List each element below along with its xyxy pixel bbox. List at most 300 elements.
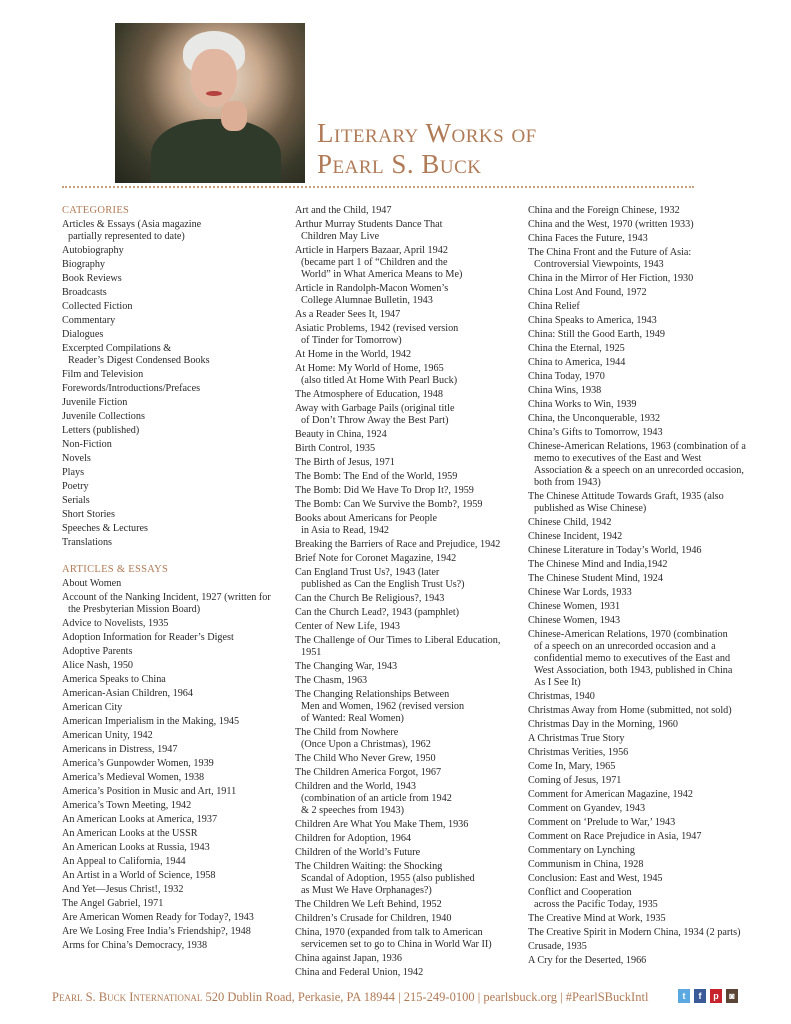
articles-heading: ARTICLES & ESSAYS (62, 564, 169, 575)
article-item (62, 618, 282, 630)
entry-title: The Child from Nowhere (295, 727, 399, 738)
entry-title: Beauty in China, 1924 (295, 429, 387, 440)
article-item (528, 315, 753, 327)
entry-title: The Bomb: The End of the World, 1959 (295, 471, 458, 482)
entry-title: Novels (62, 453, 91, 464)
entry-title: Can the Church Be Religious?, 1943 (295, 593, 445, 604)
article-item (62, 940, 282, 952)
entry-title: China Wins, 1938 (528, 385, 602, 396)
article-item (528, 761, 753, 773)
entry-title: The Atmosphere of Education, 1948 (295, 389, 443, 400)
article-item (528, 343, 753, 355)
entry-note: College Alumnae Bulletin, 1943 (301, 295, 433, 306)
category-item (62, 495, 282, 507)
article-item (528, 491, 753, 515)
article-item (62, 898, 282, 910)
category-item (62, 369, 282, 381)
entry-title: The Children We Left Behind, 1952 (295, 899, 442, 910)
twitter-icon[interactable]: t (678, 989, 690, 1003)
entry-title: Chinese Women, 1943 (528, 615, 621, 626)
entry-title: China Today, 1970 (528, 371, 605, 382)
article-item (295, 457, 520, 469)
article-item (528, 747, 753, 759)
article-item (295, 389, 520, 401)
entry-title: The Chinese Attitude Towards Graft, 1935 (also (528, 491, 724, 502)
entry-title: China against Japan, 1936 (295, 953, 402, 964)
entry-title: An American Looks at Russia, 1943 (62, 842, 210, 853)
article-item (528, 413, 753, 425)
entry-note: of Don’t Throw Away the Best Part) (301, 415, 449, 426)
article-item (295, 661, 520, 673)
article-item (528, 775, 753, 787)
article-item (295, 219, 520, 243)
article-item (295, 847, 520, 859)
entry-title: Letters (published) (62, 425, 140, 436)
entry-title: Conflict and Cooperation (528, 887, 632, 898)
entry-title: The Child Who Never Grew, 1950 (295, 753, 436, 764)
article-item (295, 675, 520, 687)
article-item (528, 531, 753, 543)
entry-note: Reader’s Digest Condensed Books (68, 355, 210, 366)
entry-note: servicemen set to go to China in World War II) (301, 939, 492, 950)
article-item (528, 247, 753, 271)
article-item (528, 273, 753, 285)
articles-list (62, 578, 282, 952)
entry-title: Commentary on Lynching (528, 845, 635, 856)
entry-title: Poetry (62, 481, 89, 492)
article-item (295, 899, 520, 911)
entry-note: 1951 (301, 647, 322, 658)
article-item (528, 399, 753, 411)
article-item (528, 587, 753, 599)
article-item (528, 573, 753, 585)
articles-list-2 (295, 205, 520, 979)
category-item (62, 467, 282, 479)
social-icons (678, 989, 738, 1003)
article-item (295, 753, 520, 765)
entry-title: The China Front and the Future of Asia: (528, 247, 692, 258)
entry-title: Book Reviews (62, 273, 122, 284)
category-item (62, 397, 282, 409)
entry-title: Chinese Women, 1931 (528, 601, 621, 612)
entry-title: Can England Trust Us?, 1943 (later (295, 567, 440, 578)
entry-note: Controversial Viewpoints, 1943 (534, 259, 664, 270)
entry-title: Birth Control, 1935 (295, 443, 376, 454)
entry-title: Chinese-American Relations, 1963 (combination of a (528, 441, 746, 452)
entry-title: Arthur Murray Students Dance That (295, 219, 443, 230)
article-item (62, 870, 282, 882)
entry-title: Dialogues (62, 329, 104, 340)
article-item (62, 912, 282, 924)
article-item (62, 688, 282, 700)
entry-title: Adoption Information for Reader’s Digest (62, 632, 234, 643)
entry-title: The Angel Gabriel, 1971 (62, 898, 164, 909)
entry-note: (Once Upon a Christmas), 1962 (301, 739, 431, 750)
article-item (528, 301, 753, 313)
article-item (528, 385, 753, 397)
category-item (62, 425, 282, 437)
article-item (528, 887, 753, 911)
entry-title: America’s Town Meeting, 1942 (62, 800, 192, 811)
entry-title: The Children Waiting: the Shocking (295, 861, 443, 872)
entry-title: America’s Gunpowder Women, 1939 (62, 758, 214, 769)
entry-note: across the Pacific Today, 1935 (534, 899, 658, 910)
entry-title: China the Eternal, 1925 (528, 343, 625, 354)
category-item (62, 537, 282, 549)
article-item (528, 859, 753, 871)
article-item (528, 705, 753, 717)
article-item (528, 873, 753, 885)
footer-contact[interactable]: 520 Dublin Road, Perkasie, PA 18944 | 215-249-0100 | pearlsbuck.org | #PearlSBuckIntl (202, 990, 649, 1004)
entry-title: Film and Television (62, 369, 144, 380)
category-item (62, 509, 282, 521)
entry-title: Forewords/Introductions/Prefaces (62, 383, 201, 394)
entry-title: The Chasm, 1963 (295, 675, 368, 686)
article-item (295, 621, 520, 633)
entry-title: Arms for China’s Democracy, 1938 (62, 940, 208, 951)
entry-title: Christmas Away from Home (submitted, not sold) (528, 705, 732, 716)
article-item (295, 767, 520, 779)
entry-title: Chinese-American Relations, 1970 (combination (528, 629, 728, 640)
entry-title: At Home in the World, 1942 (295, 349, 412, 360)
category-item (62, 287, 282, 299)
entry-note: & 2 speeches from 1943) (301, 805, 404, 816)
entry-title: Chinese Incident, 1942 (528, 531, 623, 542)
entry-title: American-Asian Children, 1964 (62, 688, 193, 699)
entry-title: China and Federal Union, 1942 (295, 967, 424, 978)
category-item (62, 259, 282, 271)
entry-title: China and the West, 1970 (written 1933) (528, 219, 694, 230)
article-item (62, 842, 282, 854)
category-item (62, 219, 282, 243)
article-item (295, 635, 520, 659)
entry-note: the Presbyterian Mission Board) (68, 604, 201, 615)
article-item (62, 660, 282, 672)
footer-org: Pearl S. Buck International (52, 990, 203, 1004)
entry-title: Article in Randolph-Macon Women’s (295, 283, 449, 294)
article-item (62, 592, 282, 616)
entry-title: An Appeal to California, 1944 (62, 856, 186, 867)
article-item (528, 219, 753, 231)
entry-title: The Challenge of Our Times to Liberal Education, (295, 635, 501, 646)
article-item (295, 967, 520, 979)
entry-title: The Birth of Jesus, 1971 (295, 457, 395, 468)
entry-title: Comment for American Magazine, 1942 (528, 789, 693, 800)
article-item (295, 499, 520, 511)
entry-title: Biography (62, 259, 106, 270)
entry-title: Autobiography (62, 245, 124, 256)
article-item (528, 615, 753, 627)
entry-title: An American Looks at America, 1937 (62, 814, 218, 825)
article-item (295, 607, 520, 619)
column-1 (62, 205, 282, 954)
article-item (62, 730, 282, 742)
entry-title: An American Looks at the USSR (62, 828, 198, 839)
title-line-1: Literary Works of (317, 118, 537, 148)
entry-title: Christmas Verities, 1956 (528, 747, 629, 758)
footer (52, 990, 682, 1005)
article-item (295, 689, 520, 725)
entry-title: China Faces the Future, 1943 (528, 233, 648, 244)
entry-title: Chinese Literature in Today’s World, 1946 (528, 545, 702, 556)
entry-title: Art and the Child, 1947 (295, 205, 392, 216)
entry-title: Serials (62, 495, 90, 506)
article-item (295, 471, 520, 483)
entry-note: as Must We Have Orphanages?) (301, 885, 432, 896)
article-item (62, 828, 282, 840)
article-item (62, 578, 282, 590)
entry-title: Can the Church Lead?, 1943 (pamphlet) (295, 607, 460, 618)
category-item (62, 523, 282, 535)
entry-note: of a speech on an unrecorded occasion and a (534, 641, 716, 652)
entry-title: American Imperialism in the Making, 1945 (62, 716, 240, 727)
entry-title: Christmas, 1940 (528, 691, 595, 702)
entry-note: published as Wise Chinese) (534, 503, 647, 514)
article-item (62, 674, 282, 686)
entry-title: At Home: My World of Home, 1965 (295, 363, 444, 374)
article-item (295, 485, 520, 497)
entry-title: Account of the Nanking Incident, 1927 (written for (62, 592, 271, 603)
entry-title: Are We Losing Free India’s Friendship?, 1948 (62, 926, 251, 937)
article-item (62, 786, 282, 798)
article-item (295, 283, 520, 307)
column-2 (295, 205, 520, 981)
entry-note: of Wanted: Real Women) (301, 713, 404, 724)
dotted-divider (62, 186, 694, 188)
article-item (528, 287, 753, 299)
entry-note: of Tinder for Tomorrow) (301, 335, 402, 346)
entry-title: China: Still the Good Earth, 1949 (528, 329, 665, 340)
article-item (528, 803, 753, 815)
article-item (295, 567, 520, 591)
entry-note: both from 1943) (534, 477, 601, 488)
categories-list (62, 219, 282, 549)
entry-title: Excerpted Compilations & (62, 343, 172, 354)
article-item (528, 233, 753, 245)
entry-title: America Speaks to China (62, 674, 166, 685)
article-item (528, 329, 753, 341)
entry-note: in Asia to Read, 1942 (301, 525, 390, 536)
entry-title: China Speaks to America, 1943 (528, 315, 657, 326)
entry-title: Speeches & Lectures (62, 523, 148, 534)
article-item (528, 691, 753, 703)
article-item (528, 427, 753, 439)
article-item (295, 553, 520, 565)
article-item (528, 955, 753, 967)
entry-title: Center of New Life, 1943 (295, 621, 400, 632)
entry-title: China and the Foreign Chinese, 1932 (528, 205, 680, 216)
entry-title: Away with Garbage Pails (original title (295, 403, 455, 414)
article-item (62, 646, 282, 658)
article-item (528, 927, 753, 939)
article-item (295, 781, 520, 817)
article-item (528, 357, 753, 369)
article-item (295, 861, 520, 897)
category-item (62, 383, 282, 395)
article-item (295, 727, 520, 751)
entry-title: About Women (62, 578, 122, 589)
entry-note: (became part 1 of “Children and the (301, 257, 448, 268)
entry-title: Books about Americans for People (295, 513, 438, 524)
entry-title: China Lost And Found, 1972 (528, 287, 647, 298)
category-item (62, 273, 282, 285)
entry-note: memo to executives of the East and West (534, 453, 702, 464)
entry-title: Children’s Crusade for Children, 1940 (295, 913, 452, 924)
author-portrait (115, 23, 305, 183)
article-item (295, 913, 520, 925)
entry-title: Broadcasts (62, 287, 107, 298)
article-item (528, 719, 753, 731)
category-item (62, 315, 282, 327)
article-item (295, 205, 520, 217)
entry-title: Conclusion: East and West, 1945 (528, 873, 663, 884)
title-line-2: Pearl S. Buck (317, 149, 482, 179)
articles-list-3 (528, 205, 753, 967)
article-item (528, 517, 753, 529)
entry-title: The Creative Mind at Work, 1935 (528, 913, 666, 924)
entry-title: Come In, Mary, 1965 (528, 761, 616, 772)
entry-title: Comment on Gyandev, 1943 (528, 803, 646, 814)
pinterest-icon[interactable]: p (710, 989, 722, 1003)
entry-title: Short Stories (62, 509, 115, 520)
article-item (62, 884, 282, 896)
article-item (295, 349, 520, 361)
entry-title: Chinese Child, 1942 (528, 517, 612, 528)
entry-title: Translations (62, 537, 113, 548)
article-item (528, 601, 753, 613)
entry-title: Children of the World’s Future (295, 847, 421, 858)
article-item (295, 309, 520, 321)
entry-title: Coming of Jesus, 1971 (528, 775, 622, 786)
article-item (295, 953, 520, 965)
entry-title: The Changing Relationships Between (295, 689, 450, 700)
entry-title: China to America, 1944 (528, 357, 626, 368)
entry-title: Crusade, 1935 (528, 941, 587, 952)
entry-title: Brief Note for Coronet Magazine, 1942 (295, 553, 457, 564)
article-item (295, 403, 520, 427)
article-item (528, 789, 753, 801)
article-item (62, 744, 282, 756)
entry-title: Plays (62, 467, 85, 478)
entry-title: Non-Fiction (62, 439, 112, 450)
article-item (528, 371, 753, 383)
article-item (528, 733, 753, 745)
article-item (528, 545, 753, 557)
entry-title: Juvenile Collections (62, 411, 145, 422)
entry-title: China’s Gifts to Tomorrow, 1943 (528, 427, 663, 438)
article-item (295, 429, 520, 441)
entry-title: Juvenile Fiction (62, 397, 128, 408)
entry-note: (also titled At Home With Pearl Buck) (301, 375, 458, 386)
facebook-icon[interactable]: f (694, 989, 706, 1003)
entry-title: Children for Adoption, 1964 (295, 833, 412, 844)
column-3 (528, 205, 753, 969)
article-item (295, 363, 520, 387)
article-item (295, 819, 520, 831)
entry-title: America’s Medieval Women, 1938 (62, 772, 205, 783)
article-item (62, 814, 282, 826)
entry-title: China, the Unconquerable, 1932 (528, 413, 661, 424)
entry-note: Men and Women, 1962 (revised version (301, 701, 465, 712)
entry-title: The Changing War, 1943 (295, 661, 398, 672)
entry-title: The Chinese Student Mind, 1924 (528, 573, 663, 584)
categories-heading: CATEGORIES (62, 205, 130, 216)
category-item (62, 301, 282, 313)
entry-note: Children May Live (301, 231, 380, 242)
entry-title: American Unity, 1942 (62, 730, 153, 741)
entry-title: Chinese War Lords, 1933 (528, 587, 632, 598)
entry-title: China Works to Win, 1939 (528, 399, 637, 410)
entry-title: Adoptive Parents (62, 646, 133, 657)
article-item (528, 831, 753, 843)
category-item (62, 453, 282, 465)
page-title (317, 118, 647, 180)
entry-note: World” in What America Means to Me) (301, 269, 463, 280)
article-item (295, 833, 520, 845)
entry-title: Commentary (62, 315, 116, 326)
instagram-icon[interactable]: ◙ (726, 989, 738, 1003)
article-item (295, 593, 520, 605)
article-item (528, 441, 753, 489)
entry-note: partially represented to date) (68, 231, 185, 242)
entry-title: The Creative Spirit in Modern China, 1934 (2 parts) (528, 927, 741, 938)
category-item (62, 481, 282, 493)
article-item (62, 716, 282, 728)
entry-note: Association & a speech on an unrecorded occasion, (534, 465, 744, 476)
entry-title: A Cry for the Deserted, 1966 (528, 955, 647, 966)
entry-title: Article in Harpers Bazaar, April 1942 (295, 245, 448, 256)
category-item (62, 343, 282, 367)
article-item (295, 513, 520, 537)
entry-title: Comment on ‘Prelude to War,’ 1943 (528, 817, 676, 828)
entry-title: Breaking the Barriers of Race and Prejudice, 1942 (295, 539, 501, 550)
article-item (528, 817, 753, 829)
entry-title: Collected Fiction (62, 301, 133, 312)
entry-note: (combination of an article from 1942 (301, 793, 452, 804)
entry-title: The Bomb: Can We Survive the Bomb?, 1959 (295, 499, 483, 510)
entry-title: China Relief (528, 301, 580, 312)
entry-note: As I See It) (534, 677, 581, 688)
entry-title: And Yet—Jesus Christ!, 1932 (62, 884, 184, 895)
article-item (528, 559, 753, 571)
article-item (528, 205, 753, 217)
entry-title: The Chinese Mind and India,1942 (528, 559, 668, 570)
entry-title: China in the Mirror of Her Fiction, 1930 (528, 273, 694, 284)
entry-title: An Artist in a World of Science, 1958 (62, 870, 216, 881)
article-item (528, 913, 753, 925)
article-item (62, 926, 282, 938)
article-item (528, 629, 753, 689)
article-item (528, 941, 753, 953)
article-item (62, 772, 282, 784)
entry-title: Children Are What You Make Them, 1936 (295, 819, 469, 830)
article-item (62, 702, 282, 714)
entry-title: Communism in China, 1928 (528, 859, 644, 870)
article-item (62, 632, 282, 644)
entry-note: West Association, both 1943, published in China (534, 665, 733, 676)
entry-title: The Bomb: Did We Have To Drop It?, 1959 (295, 485, 474, 496)
article-item (295, 245, 520, 281)
article-item (295, 539, 520, 551)
article-item (62, 800, 282, 812)
category-item (62, 411, 282, 423)
entry-title: China, 1970 (expanded from talk to American (295, 927, 483, 938)
article-item (295, 323, 520, 347)
entry-title: The Children America Forgot, 1967 (295, 767, 442, 778)
article-item (295, 927, 520, 951)
article-item (62, 758, 282, 770)
category-item (62, 245, 282, 257)
